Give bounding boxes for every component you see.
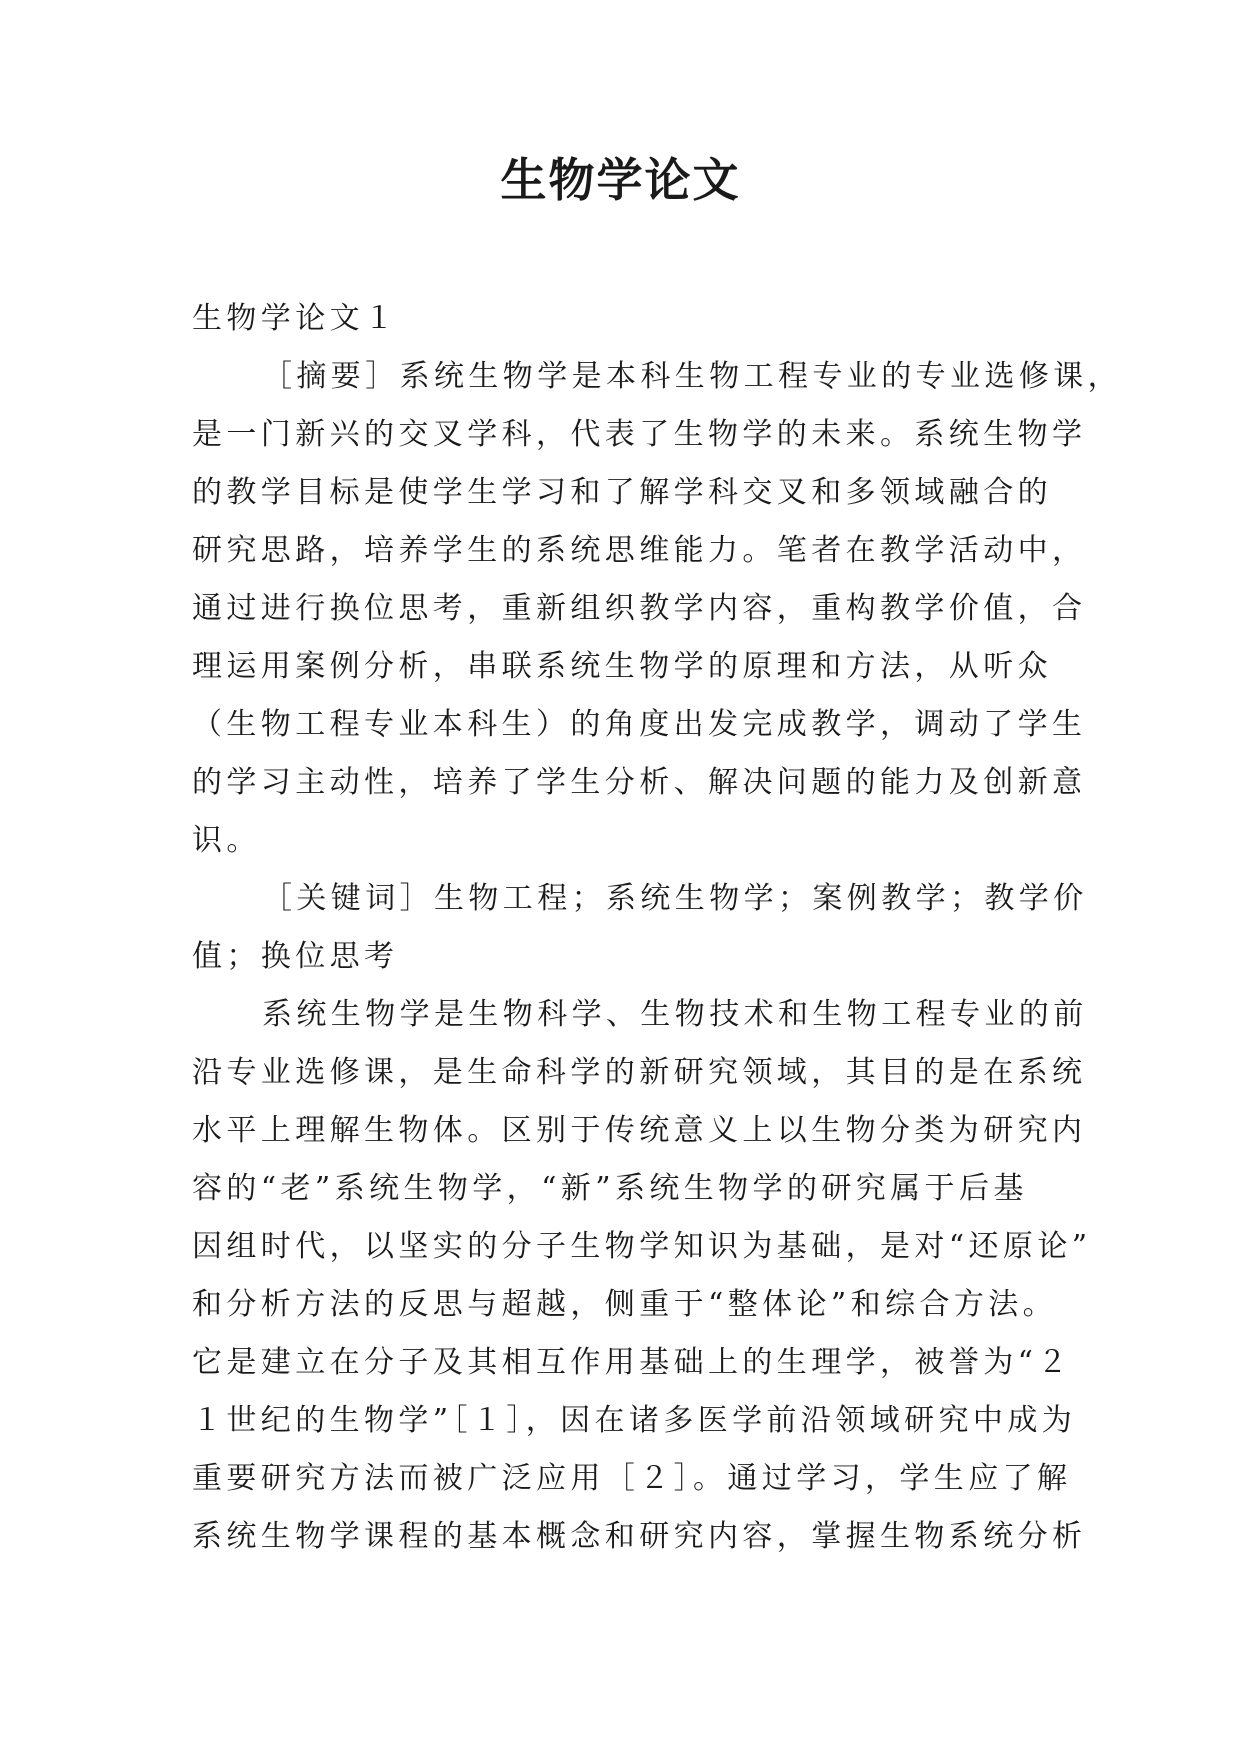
abstract-line: 的学习主动性，培养了学生分析、解决问题的能力及创新意	[192, 765, 1087, 800]
paragraph-line: 因组时代，以坚实的分子生物学知识为基础，是对“还原论”	[192, 1229, 1092, 1264]
paragraph-line: １世纪的生物学”［１］，因在诸多医学前沿领域研究中成为	[192, 1403, 1077, 1438]
paragraph-line: 重要研究方法而被广泛应用［２］。通过学习，学生应了解	[192, 1461, 1072, 1496]
paragraph-line: 它是建立在分子及其相互作用基础上的生理学，被誉为“２	[192, 1345, 1072, 1380]
paragraph-line: 水平上理解生物体。区别于传统意义上以生物分类为研究内	[192, 1113, 1087, 1148]
paragraph-line: 系统生物学是生物科学、生物技术和生物工程专业的前	[262, 997, 1088, 1032]
document-title: 生物学论文	[500, 153, 741, 207]
abstract-line: 的教学目标是使学生学习和了解学科交叉和多领域融合的	[192, 475, 1052, 510]
abstract-line: 是一门新兴的交叉学科，代表了生物学的未来。系统生物学	[192, 417, 1087, 452]
paragraph-line: 容的“老”系统生物学，“新”系统生物学的研究属于后基	[192, 1171, 1028, 1206]
paragraph-line: 系统生物学课程的基本概念和研究内容，掌握生物系统分析	[192, 1519, 1087, 1554]
abstract-line: 研究思路，培养学生的系统思维能力。笔者在教学活动中，	[192, 533, 1087, 568]
abstract-line: 识。	[192, 823, 261, 858]
abstract-line: 理运用案例分析，串联系统生物学的原理和方法，从听众	[192, 649, 1052, 684]
abstract-line: （生物工程专业本科生）的角度出发完成教学，调动了学生	[192, 707, 1087, 742]
keywords-line: ［关键词］生物工程；系统生物学；案例教学；教学价	[262, 881, 1088, 916]
keywords-line: 值；换位思考	[192, 939, 399, 974]
section-heading: 生物学论文１	[192, 301, 399, 336]
abstract-line: ［摘要］系统生物学是本科生物工程专业的专业选修课，	[262, 359, 1122, 394]
paragraph-line: 和分析方法的反思与超越，侧重于“整体论”和综合方法。	[192, 1287, 1058, 1322]
document-body	[192, 290, 1122, 1566]
paragraph-line: 沿专业选修课，是生命科学的新研究领域，其目的是在系统	[192, 1055, 1087, 1090]
abstract-line: 通过进行换位思考，重新组织教学内容，重构教学价值，合	[192, 591, 1087, 626]
